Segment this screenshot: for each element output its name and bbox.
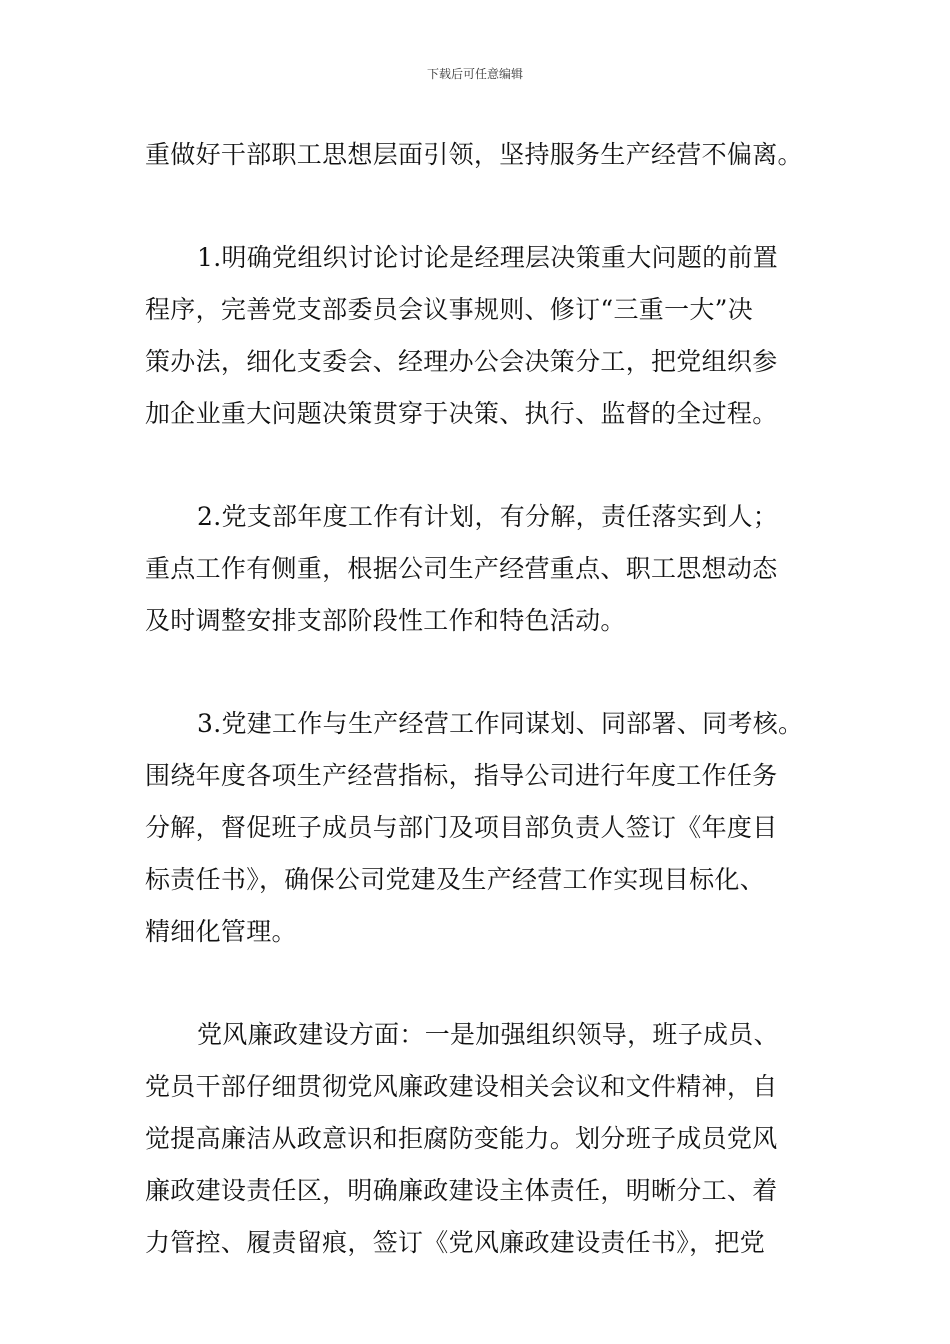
text-line: 重点工作有侧重，根据公司生产经营重点、职工思想动态 xyxy=(145,554,778,583)
text-line: 重做好干部职工思想层面引领，坚持服务生产经营不偏离。 xyxy=(145,140,803,169)
text-line: 力管控、履责留痕，签订《党风廉政建设责任书》，把党 xyxy=(145,1228,766,1257)
text-line: 3.党建工作与生产经营工作同谋划、同部署、同考核。 xyxy=(197,709,804,738)
paragraph-integrity xyxy=(145,1009,810,1269)
paragraph-continuation xyxy=(145,129,810,181)
text-line: 1.明确党组织讨论讨论是经理层决策重大问题的前置 xyxy=(197,243,779,272)
page-header: 下载后可任意编辑 xyxy=(426,67,523,81)
text-line: 党员干部仔细贯彻党风廉政建设相关会议和文件精神，自 xyxy=(145,1072,778,1101)
text-line: 党风廉政建设方面：一是加强组织领导，班子成员、 xyxy=(197,1020,779,1049)
text-line: 2.党支部年度工作有计划，有分解，责任落实到人； xyxy=(197,502,779,531)
text-line: 精细化管理。 xyxy=(145,917,297,946)
text-line: 围绕年度各项生产经营指标，指导公司进行年度工作任务 xyxy=(145,761,778,790)
text-line: 及时调整安排支部阶段性工作和特色活动。 xyxy=(145,606,626,635)
paragraph-item-3 xyxy=(145,698,810,958)
paragraph-item-1 xyxy=(145,232,810,440)
text-line: 加企业重大问题决策贯穿于决策、执行、监督的全过程。 xyxy=(145,399,778,428)
document-body xyxy=(145,129,810,1269)
paragraph-item-2 xyxy=(145,491,810,647)
text-line: 觉提高廉洁从政意识和拒腐防变能力。划分班子成员党风 xyxy=(145,1124,778,1153)
text-line: 分解，督促班子成员与部门及项目部负责人签订《年度目 xyxy=(145,813,778,842)
text-line: 廉政建设责任区，明确廉政建设主体责任，明晰分工、着 xyxy=(145,1176,778,1205)
text-line: 程序，完善党支部委员会议事规则、修订“三重一大”决 xyxy=(145,295,754,324)
text-line: 标责任书》，确保公司党建及生产经营工作实现目标化、 xyxy=(145,865,766,894)
text-line: 策办法，细化支委会、经理办公会决策分工，把党组织参 xyxy=(145,347,778,376)
